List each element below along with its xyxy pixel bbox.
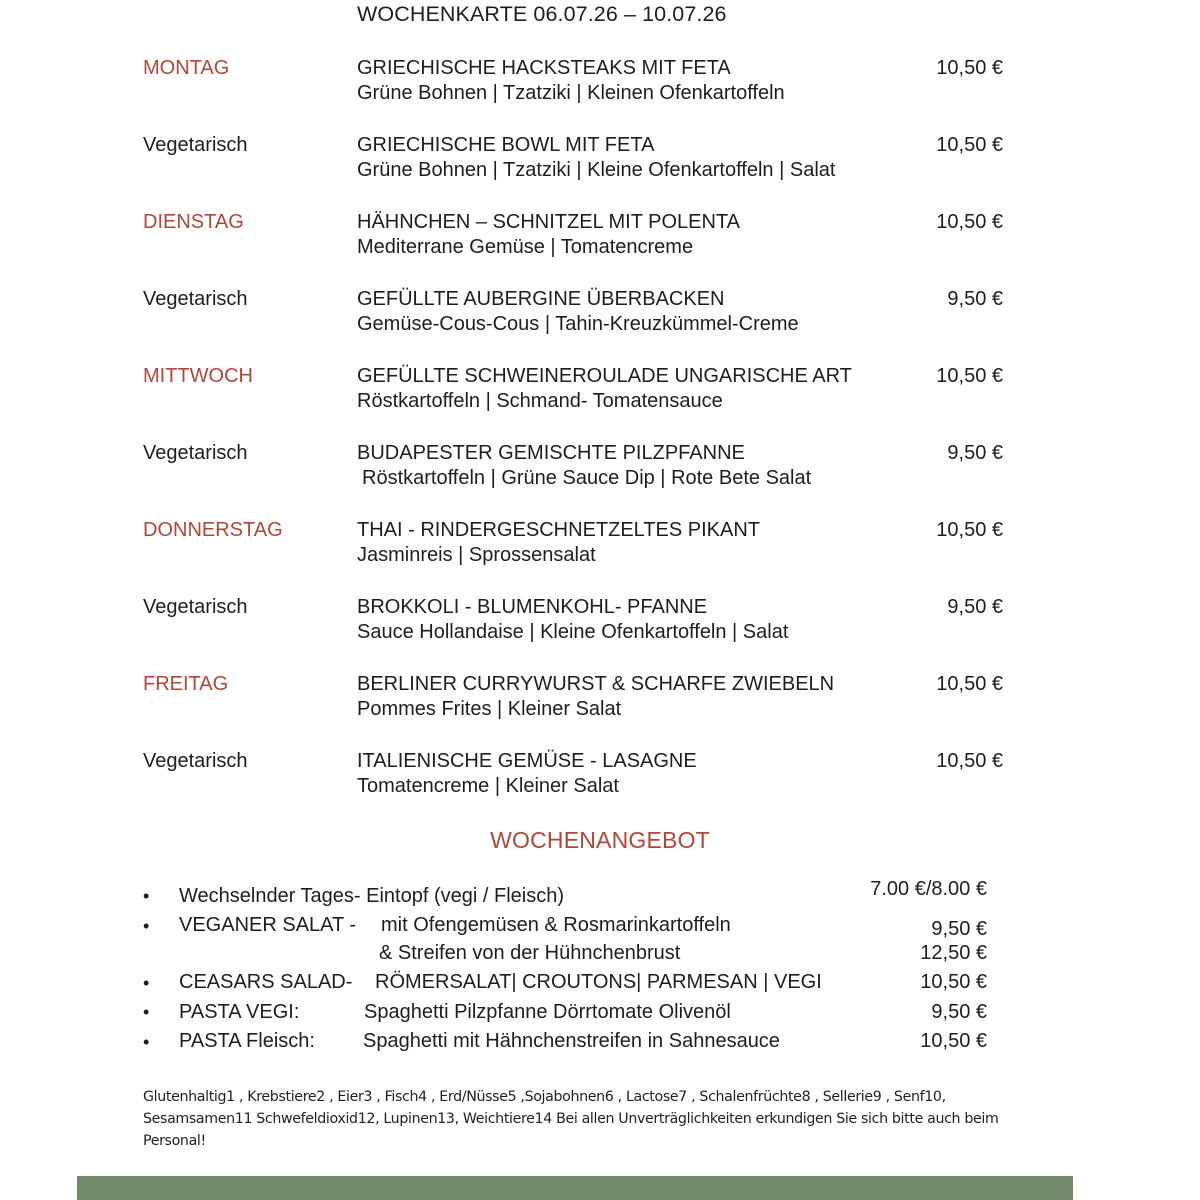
dish-sides: Grüne Bohnen | Tzatziki | Kleinen Ofenkartoffeln: [357, 82, 785, 104]
dish-sides: Röstkartoffeln | Schmand- Tomatensauce: [357, 390, 723, 412]
dish-price: 10,50 €: [936, 519, 1003, 541]
offer-price: 10,50 €: [920, 1030, 987, 1052]
offer-description: Spaghetti mit Hähnchenstreifen in Sahnesauce: [363, 1030, 780, 1052]
dish-sides: Tomatencreme | Kleiner Salat: [357, 775, 619, 797]
day-label-vegetarian: Vegetarisch: [143, 288, 248, 310]
dish-sides: Pommes Frites | Kleiner Salat: [357, 698, 622, 720]
dish-name: BROKKOLI - BLUMENKOHL- PFANNE: [357, 596, 708, 618]
offer-price: 9,50 €: [931, 1001, 987, 1023]
dish-price: 9,50 €: [947, 442, 1003, 464]
dish-price: 9,50 €: [947, 288, 1003, 310]
offer-price: 9,50 €: [931, 918, 987, 940]
offer-label: Wechselnder Tages- Eintopf (vegi / Fleisch): [179, 885, 564, 907]
offer-description: mit Ofengemüsen & Rosmarinkartoffeln: [381, 914, 731, 936]
dish-price: 10,50 €: [936, 134, 1003, 156]
dish-name: GEFÜLLTE SCHWEINEROULADE UNGARISCHE ART: [357, 365, 852, 387]
dish-name: HÄHNCHEN – SCHNITZEL MIT POLENTA: [357, 211, 741, 233]
offer-price: 7.00 €/8.00 €: [870, 878, 987, 900]
offer-price: 10,50 €: [920, 971, 987, 993]
footer-bar: [77, 1176, 1073, 1200]
offer-label: PASTA VEGI:: [179, 1001, 300, 1023]
day-label-monday: MONTAG: [143, 57, 230, 79]
dish-sides: Mediterrane Gemüse | Tomatencreme: [357, 236, 694, 258]
day-label-friday: FREITAG: [143, 673, 229, 695]
bullet-icon: •: [143, 916, 150, 936]
weekly-offer-heading: WOCHENANGEBOT: [490, 827, 710, 853]
dish-sides: Jasminreis | Sprossensalat: [357, 544, 596, 566]
dish-name: ITALIENISCHE GEMÜSE - LASAGNE: [357, 750, 697, 772]
dish-name: GEFÜLLTE AUBERGINE ÜBERBACKEN: [357, 288, 725, 310]
dish-price: 10,50 €: [936, 750, 1003, 772]
dish-price: 10,50 €: [936, 57, 1003, 79]
dish-name: THAI - RINDERGESCHNETZELTES PIKANT: [357, 519, 761, 541]
bullet-icon: •: [143, 1032, 150, 1052]
dish-sides: Sauce Hollandaise | Kleine Ofenkartoffeln | Salat: [357, 621, 789, 643]
dish-price: 10,50 €: [936, 365, 1003, 387]
offer-label: PASTA Fleisch:: [179, 1030, 315, 1052]
offer-price: 12,50 €: [920, 942, 987, 964]
day-label-tuesday: DIENSTAG: [143, 211, 244, 233]
dish-price: 10,50 €: [936, 673, 1003, 695]
menu-title: WOCHENKARTE 06.07.26 – 10.07.26: [357, 2, 727, 26]
offer-label: CEASARS SALAD-: [179, 971, 353, 993]
day-label-vegetarian: Vegetarisch: [143, 596, 248, 618]
dish-sides: Gemüse-Cous-Cous | Tahin-Kreuzkümmel-Creme: [357, 313, 799, 335]
day-label-vegetarian: Vegetarisch: [143, 750, 248, 772]
dish-name: GRIECHISCHE BOWL MIT FETA: [357, 134, 655, 156]
dish-sides: Röstkartoffeln | Grüne Sauce Dip | Rote Bete Salat: [362, 467, 812, 489]
bullet-icon: •: [143, 886, 150, 906]
offer-description: & Streifen von der Hühnchenbrust: [379, 942, 681, 964]
dish-name: BUDAPESTER GEMISCHTE PILZPFANNE: [357, 442, 745, 464]
dish-price: 10,50 €: [936, 211, 1003, 233]
day-label-vegetarian: Vegetarisch: [143, 134, 248, 156]
offer-description: Spaghetti Pilzpfanne Dörrtomate Olivenöl: [364, 1001, 731, 1023]
offer-label: VEGANER SALAT -: [179, 914, 357, 936]
dish-name: GRIECHISCHE HACKSTEAKS MIT FETA: [357, 57, 731, 79]
bullet-icon: •: [143, 973, 150, 993]
bullet-icon: •: [143, 1002, 150, 1022]
day-label-wednesday: MITTWOCH: [143, 365, 253, 387]
dish-sides: Grüne Bohnen | Tzatziki | Kleine Ofenkartoffeln | Salat: [357, 159, 836, 181]
dish-name: BERLINER CURRYWURST & SCHARFE ZWIEBELN: [357, 673, 835, 695]
allergen-notice: Glutenhaltig1 , Krebstiere2 , Eier3 , Fisch4 , Erd/Nüsse5 ,Sojabohnen6 , Lactose7 , Schalenfrüchte8 , Sellerie9 , Senf10, Sesamsamen11 Schwefeldioxid12, Lupinen13, Weichtiere14 Bei allen Unverträglichkeiten erkundigen Sie sich bitte auch beim Personal!: [143, 1089, 999, 1149]
day-label-vegetarian: Vegetarisch: [143, 442, 248, 464]
day-label-thursday: DONNERSTAG: [143, 519, 283, 541]
offer-description: RÖMERSALAT| CROUTONS| PARMESAN | VEGI: [375, 971, 822, 993]
dish-price: 9,50 €: [947, 596, 1003, 618]
